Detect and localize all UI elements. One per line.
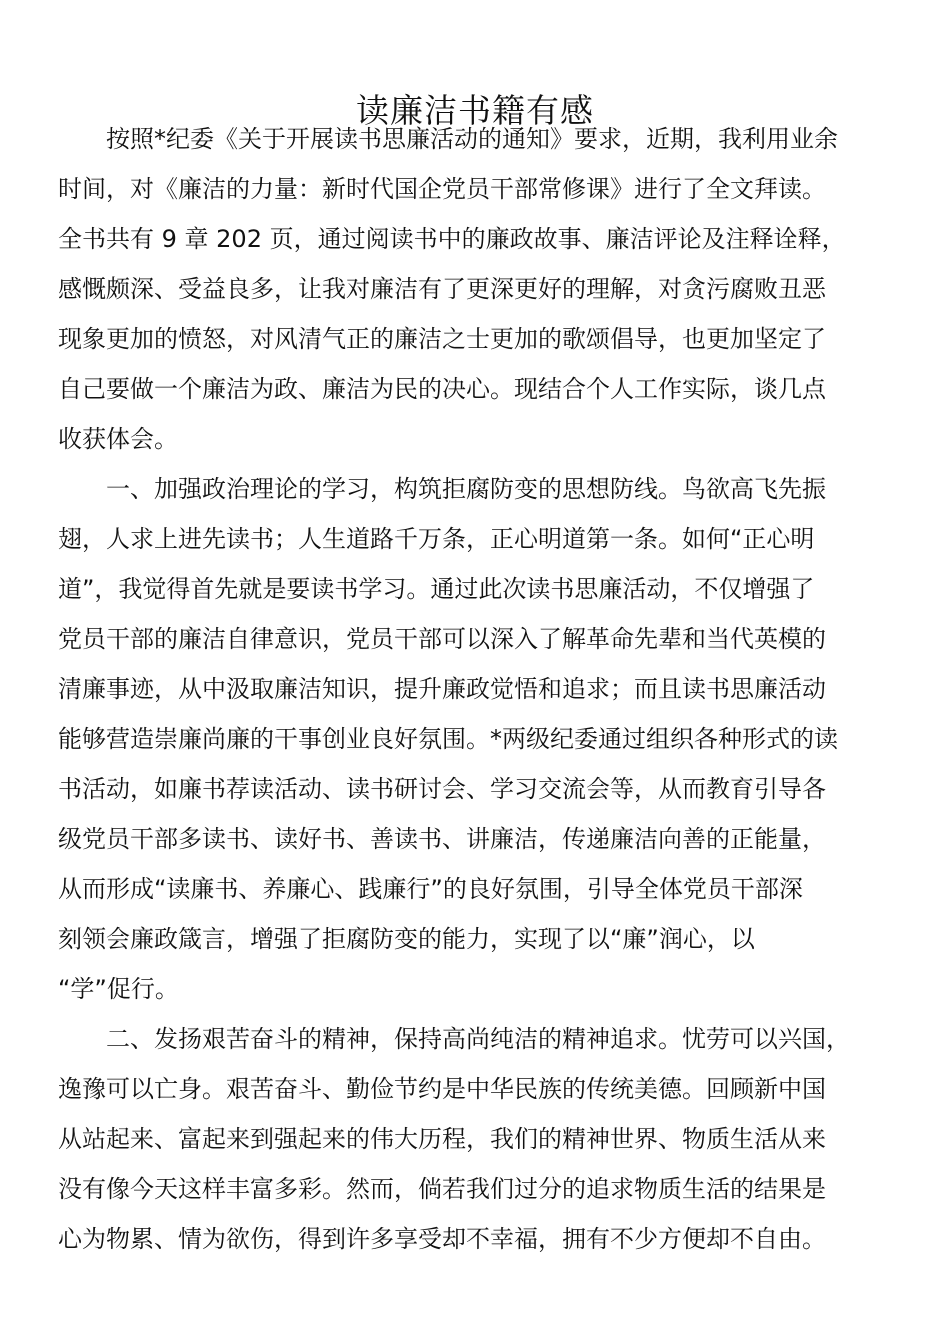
text-line: 从站起来、富起来到强起来的伟大历程，我们的精神世界、物质生活从来 — [58, 1125, 826, 1153]
text-line: 道”，我觉得首先就是要读书学习。通过此次读书思廉活动，不仅增强了 — [58, 575, 815, 603]
text-line: 书活动，如廉书荐读活动、读书研讨会、学习交流会等，从而教育引导各 — [58, 775, 826, 803]
document-title: 读廉洁书籍有感 — [356, 91, 594, 131]
text-line: 收获体会。 — [58, 425, 178, 453]
text-line: 刻领会廉政箴言，增强了拒腐防变的能力，实现了以“廉”润心，以 — [58, 925, 755, 953]
text-line: “学”促行。 — [58, 975, 179, 1003]
text-line: 从而形成“读廉书、养廉心、践廉行”的良好氛围，引导全体党员干部深 — [58, 875, 803, 903]
text-line: 时间，对《廉洁的力量：新时代国企党员干部常修课》进行了全文拜读。 — [58, 175, 826, 203]
text-line: 逸豫可以亡身。艰苦奋斗、勤俭节约是中华民族的传统美德。回顾新中国 — [58, 1075, 826, 1103]
text-line: 党员干部的廉洁自律意识，党员干部可以深入了解革命先辈和当代英模的 — [58, 625, 826, 653]
text-line: 全书共有 9 章 202 页，通过阅读书中的廉政故事、廉洁评论及注释诠释， — [58, 225, 846, 253]
text-line: 二、发扬艰苦奋斗的精神，保持高尚纯洁的精神追求。忧劳可以兴国， — [58, 1025, 850, 1053]
text-line: 没有像今天这样丰富多彩。然而，倘若我们过分的追求物质生活的结果是 — [58, 1175, 826, 1203]
text-line: 级党员干部多读书、读好书、善读书、讲廉洁，传递廉洁向善的正能量， — [58, 825, 826, 853]
document-body — [58, 114, 898, 1264]
text-line: 按照*纪委《关于开展读书思廉活动的通知》要求，近期，我利用业余 — [58, 125, 838, 153]
text-line: 一、加强政治理论的学习，构筑拒腐防变的思想防线。鸟欲高飞先振 — [58, 475, 826, 503]
text-line: 能够营造崇廉尚廉的干事创业良好氛围。*两级纪委通过组织各种形式的读 — [58, 725, 838, 753]
text-line: 自己要做一个廉洁为政、廉洁为民的决心。现结合个人工作实际，谈几点 — [58, 375, 826, 403]
text-line: 心为物累、情为欲伤，得到许多享受却不幸福，拥有不少方便却不自由。 — [58, 1225, 826, 1253]
text-line: 清廉事迹，从中汲取廉洁知识，提升廉政觉悟和追求；而且读书思廉活动 — [58, 675, 826, 703]
text-line: 翅，人求上进先读书；人生道路千万条，正心明道第一条。如何“正心明 — [58, 525, 815, 553]
text-line: 现象更加的愤怒，对风清气正的廉洁之士更加的歌颂倡导，也更加坚定了 — [58, 325, 826, 353]
text-line: 感慨颇深、受益良多，让我对廉洁有了更深更好的理解，对贪污腐败丑恶 — [58, 275, 826, 303]
